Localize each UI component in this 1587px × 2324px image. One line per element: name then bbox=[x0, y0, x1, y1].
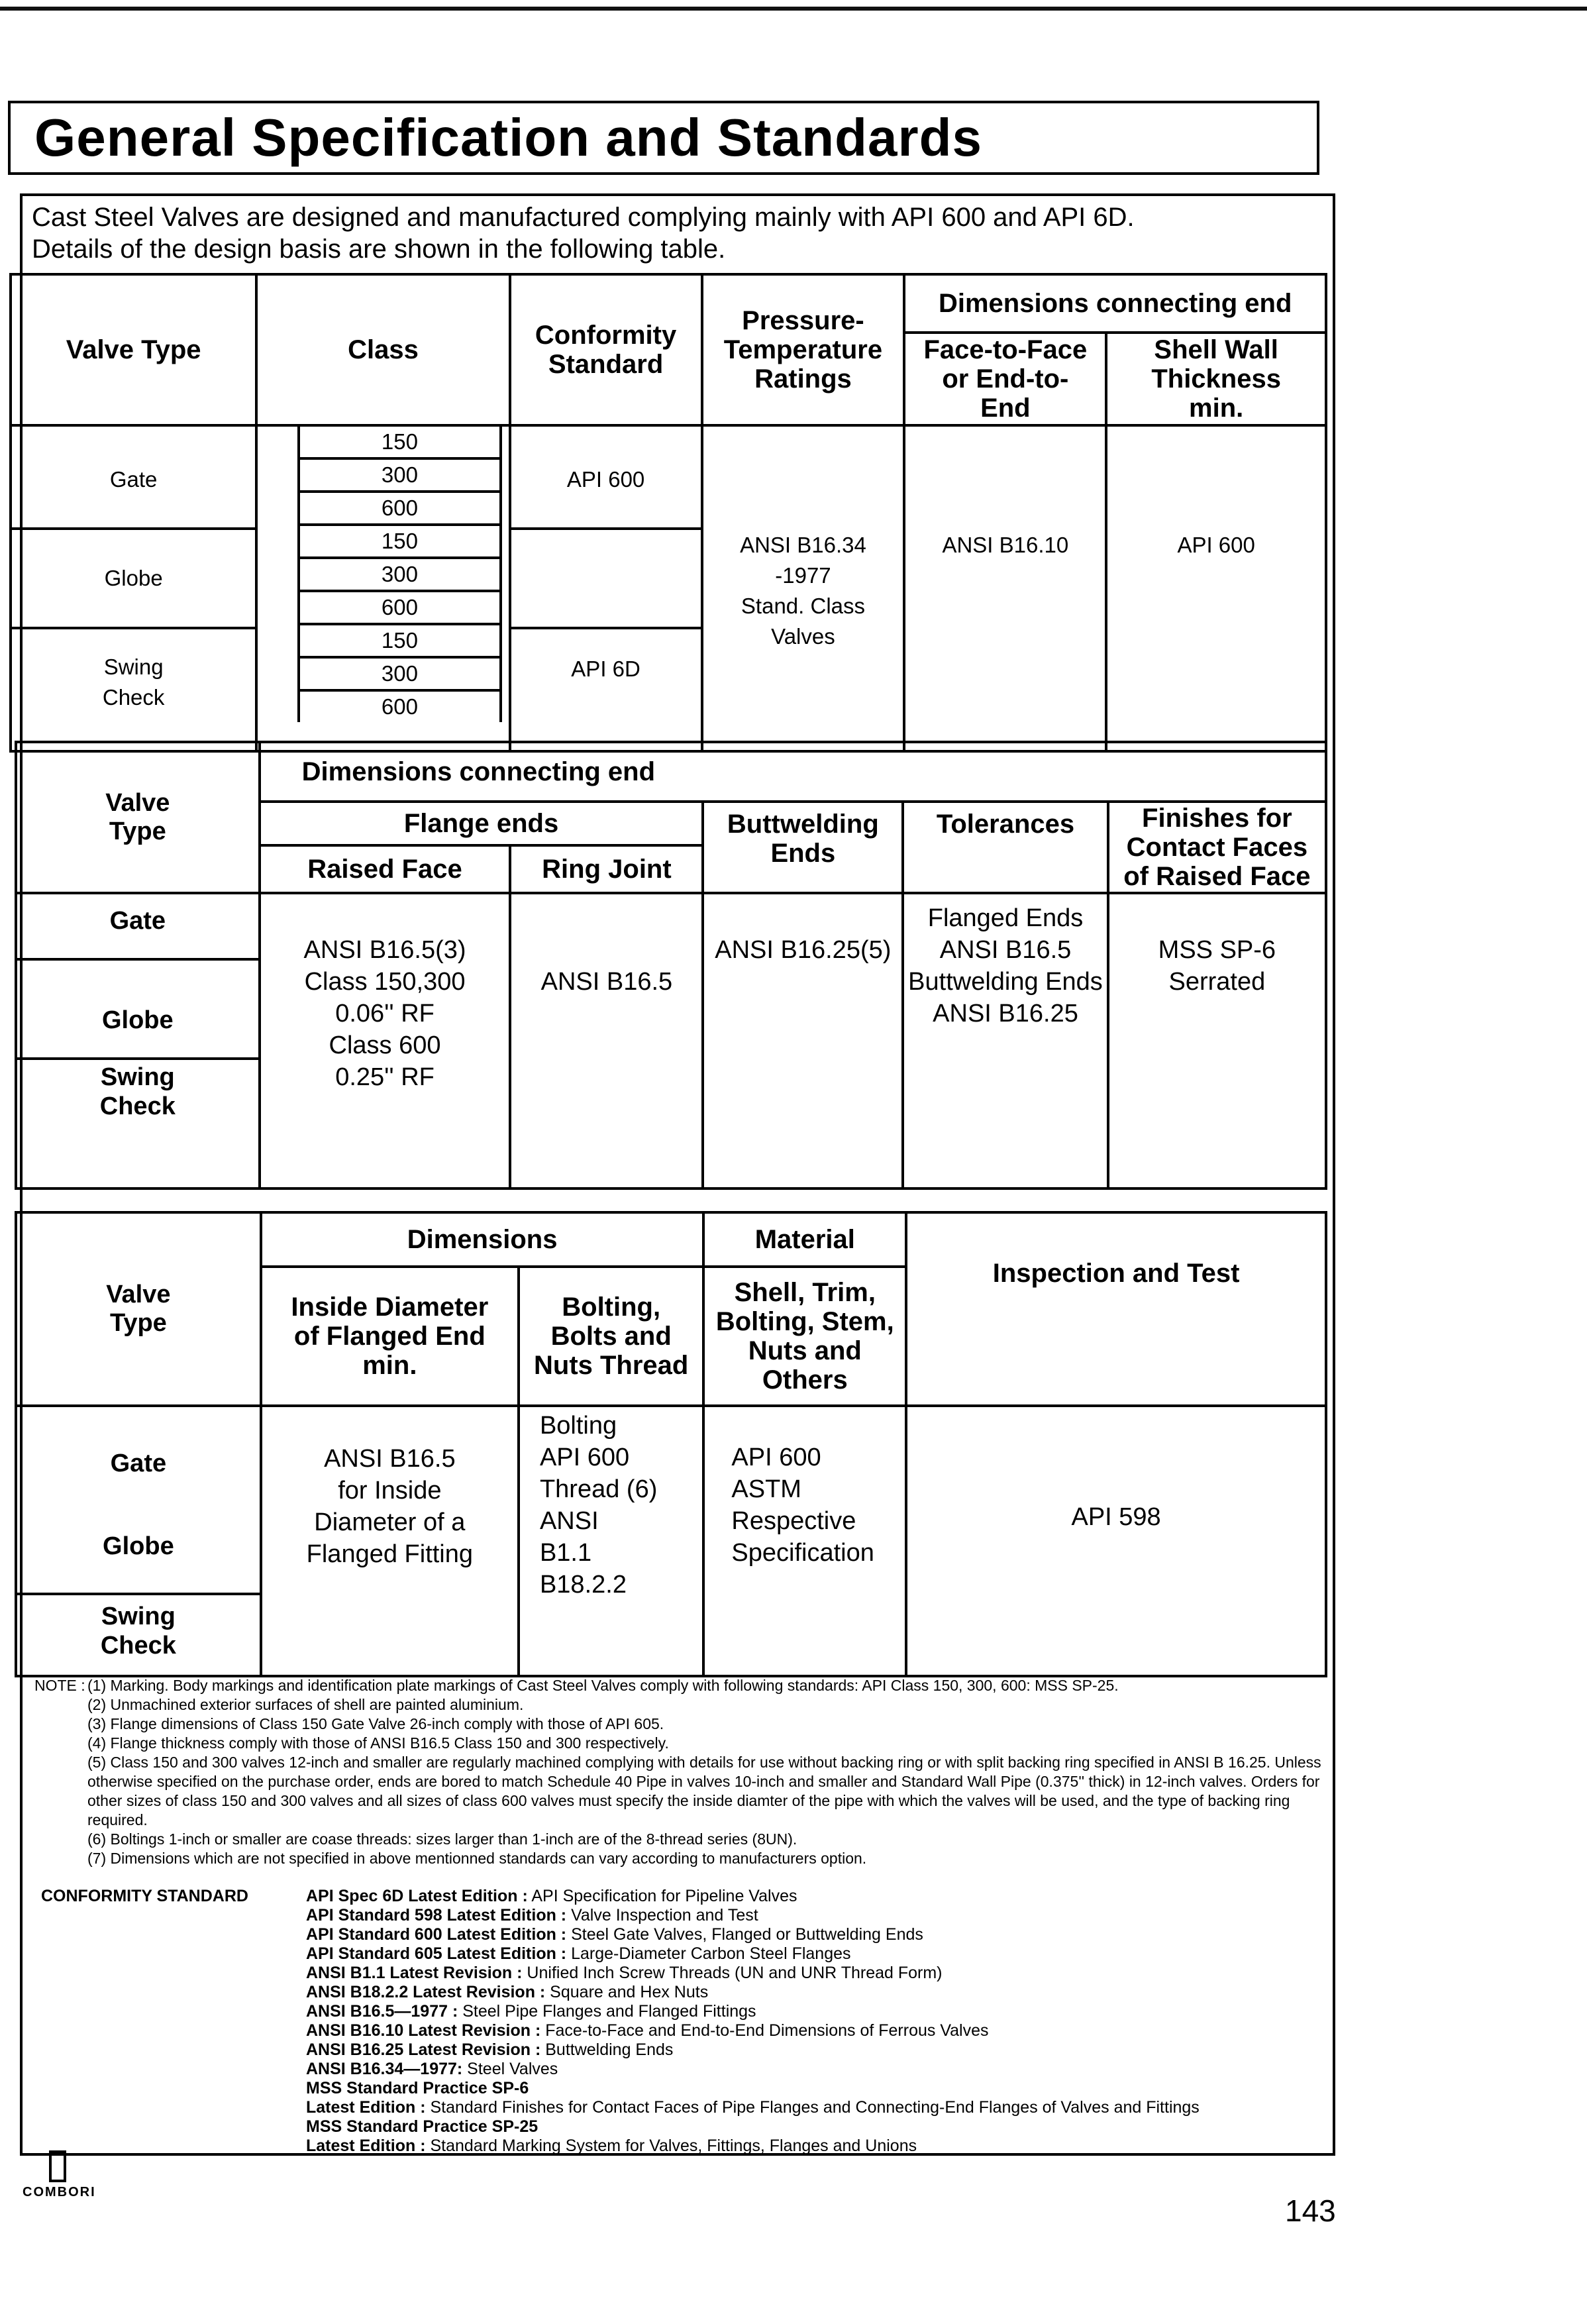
conformity-item-desc: Unified Inch Screw Threads (UN and UNR Thread Form) bbox=[522, 1964, 943, 1982]
t3-header-dims: Dimensions bbox=[261, 1212, 704, 1267]
page-number: 143 bbox=[1285, 2193, 1336, 2228]
t3-header-inspection: Inspection and Test bbox=[906, 1212, 1326, 1406]
conformity-item-title: ANSI B18.2.2 Latest Revision : bbox=[306, 1983, 546, 2001]
t1-class-col bbox=[256, 425, 509, 751]
conformity-item-title: ANSI B1.1 Latest Revision : bbox=[306, 1964, 523, 1982]
t2-tol-line: ANSI B16.5 bbox=[939, 936, 1072, 964]
t3-inside-line: Diameter of a bbox=[314, 1508, 466, 1536]
t2-finish-line: Serrated bbox=[1168, 968, 1266, 996]
note-item: (4) Flange thickness comply with those of ANSI B16.5 Class 150 and 300 respectively. bbox=[87, 1734, 669, 1752]
conformity-item bbox=[306, 1925, 1339, 1944]
conformity-item bbox=[306, 2002, 1339, 2021]
conformity-item-title: ANSI B16.34—1977: bbox=[306, 2060, 463, 2078]
t3-material-line: ASTM bbox=[731, 1475, 801, 1503]
conformity-item-desc: Square and Hex Nuts bbox=[545, 1983, 709, 2001]
conformity-item bbox=[306, 2040, 1339, 2060]
t2-valve-swing-wrap bbox=[17, 1060, 258, 1121]
t1-class-cell: 600 bbox=[300, 493, 499, 526]
note-item: (5) Class 150 and 300 valves 12-inch and smaller are regularly machined complying with details for use without backing ring or with split backing ring specified in ANSI B 16.25. Unless otherwise specified on the purchase order, ends are bored to match Schedule 40 Pipe in valves 10-inch and smaller and Standard Wall Pipe (0.375'' thick) in 12-inch valves. Orders for other sizes of class 150 and 300 valves and all sizes of class 600 valves must specify the inside diamter of the pipe with which the valves will be used, and the type of backing ring required. bbox=[87, 1754, 1321, 1828]
intro-line-2: Details of the design basis are shown in the following table. bbox=[32, 235, 726, 264]
t3-bolting-line: ANSI bbox=[539, 1507, 599, 1535]
conformity-item bbox=[306, 2079, 1339, 2098]
t1-valve-swing: Swing Check bbox=[102, 655, 165, 710]
t2-raised-line: ANSI B16.5(3) bbox=[303, 936, 466, 964]
t1-class-cell: 600 bbox=[300, 592, 499, 625]
t3-inside-cell bbox=[261, 1406, 519, 1676]
t2-header-dims: Dimensions connecting end bbox=[260, 742, 1326, 802]
conformity-item bbox=[306, 2060, 1339, 2079]
conformity-item-title: MSS Standard Practice SP-6 bbox=[306, 2079, 529, 2097]
t1-header-face: Face-to-Face or End-to-End bbox=[904, 333, 1106, 425]
note-row bbox=[34, 1849, 1333, 1868]
logo-mark-icon bbox=[49, 2150, 66, 2182]
spec-table-2 bbox=[15, 741, 1327, 1190]
conformity-item-desc: Steel Valves bbox=[462, 2060, 558, 2078]
note-item: (3) Flange dimensions of Class 150 Gate Valve 26-inch comply with those of API 605. bbox=[87, 1715, 664, 1732]
t3-header-inside: Inside Diameter of Flanged End min. bbox=[261, 1267, 519, 1406]
t1-valve-swing-wrap bbox=[12, 652, 255, 750]
note-indent bbox=[34, 1734, 87, 1753]
conformity-item-title: ANSI B16.5—1977 : bbox=[306, 2002, 458, 2021]
t1-class-cell: 300 bbox=[300, 659, 499, 692]
conformity-item-title: API Spec 6D Latest Edition : bbox=[306, 1887, 528, 1905]
t2-header-finish: Finishes for Contact Faces of Raised Face bbox=[1108, 802, 1326, 893]
t2-valve-col bbox=[16, 893, 260, 1188]
t2-raised-cell bbox=[260, 893, 511, 1188]
conformity-item-title: Latest Edition : bbox=[306, 2098, 426, 2117]
note-row bbox=[34, 1734, 1333, 1753]
intro-line-1: Cast Steel Valves are designed and manufactured complying mainly with API 600 and API 6D. bbox=[32, 203, 1135, 232]
t1-conformity-swing: API 6D bbox=[571, 657, 640, 681]
conformity-item-title: API Standard 598 Latest Edition : bbox=[306, 1906, 567, 1925]
t2-valve-check: Check bbox=[99, 1092, 176, 1120]
t1-pressure-line: Valves bbox=[771, 624, 835, 649]
t1-header-dims: Dimensions connecting end bbox=[904, 274, 1326, 333]
t3-bolting-cell bbox=[519, 1406, 703, 1676]
t2-header-ring: Ring Joint bbox=[510, 845, 703, 893]
conformity-item bbox=[306, 2021, 1339, 2040]
spec-table-1 bbox=[9, 273, 1327, 753]
t3-valve-col bbox=[16, 1406, 261, 1676]
t3-bolting-line: Bolting bbox=[539, 1412, 617, 1440]
t2-tol-line: Buttwelding Ends bbox=[908, 968, 1103, 996]
t1-class-cell: 300 bbox=[300, 559, 499, 592]
conformity-item bbox=[306, 1944, 1339, 1964]
note-indent bbox=[34, 1830, 87, 1849]
t1-header-pressure: Pressure-Temperature Ratings bbox=[702, 274, 905, 425]
note-indent bbox=[34, 1715, 87, 1734]
t2-raised-line: 0.25'' RF bbox=[335, 1063, 435, 1091]
t1-face-value: ANSI B16.10 bbox=[904, 425, 1106, 751]
t3-header-valve-type: Valve Type bbox=[16, 1212, 261, 1406]
note-row bbox=[34, 1695, 1333, 1715]
note-indent bbox=[34, 1849, 87, 1868]
t2-raised-line: Class 150,300 bbox=[304, 968, 466, 996]
t3-header-material: Material bbox=[703, 1212, 906, 1267]
conformity-item-title: MSS Standard Practice SP-25 bbox=[306, 2117, 538, 2136]
conformity-item-desc: Face-to-Face and End-to-End Dimensions of Ferrous Valves bbox=[540, 2021, 989, 2040]
conformity-item-title: ANSI B16.10 Latest Revision : bbox=[306, 2021, 541, 2040]
t3-inspection-value: API 598 bbox=[906, 1406, 1326, 1676]
t1-class-cell: 600 bbox=[381, 694, 418, 719]
conformity-item-desc: Standard Finishes for Contact Faces of Pipe Flanges and Connecting-End Flanges of Valves and Fittings bbox=[425, 2098, 1200, 2117]
t1-conformity-col bbox=[510, 425, 702, 751]
note-item: (7) Dimensions which are not specified in above mentionned standards can vary according to manufacturers option. bbox=[87, 1850, 867, 1867]
t2-finish-line: MSS SP-6 bbox=[1158, 936, 1276, 964]
note-item: (6) Boltings 1-inch or smaller are coase threads: sizes larger than 1-inch are of the 8-thread series (8UN). bbox=[87, 1830, 797, 1848]
t1-valve-gate: Gate bbox=[12, 427, 255, 530]
t2-ring-value: ANSI B16.5 bbox=[510, 893, 703, 1188]
conformity-item bbox=[306, 1964, 1339, 1983]
t2-tol-cell bbox=[903, 893, 1107, 1188]
t3-header-bolting: Bolting, Bolts and Nuts Thread bbox=[519, 1267, 703, 1406]
t3-bolting-line: B1.1 bbox=[539, 1539, 592, 1567]
notes-label: NOTE : bbox=[34, 1677, 85, 1694]
conformity-item-desc: Large-Diameter Carbon Steel Flanges bbox=[566, 1944, 851, 1963]
t3-inside-line: Flanged Fitting bbox=[306, 1540, 474, 1568]
t2-butt-value: ANSI B16.25(5) bbox=[703, 893, 903, 1188]
conformity-item-desc: Steel Pipe Flanges and Flanged Fittings bbox=[458, 2002, 756, 2021]
conformity-item bbox=[306, 2137, 1339, 2156]
t2-finish-cell bbox=[1108, 893, 1326, 1188]
t1-pressure-cell bbox=[702, 425, 905, 751]
t1-class-cell: 300 bbox=[300, 460, 499, 493]
t2-tol-line: ANSI B16.25 bbox=[933, 1000, 1078, 1028]
t3-valve-gate: Gate bbox=[110, 1450, 167, 1477]
title-box bbox=[8, 101, 1319, 175]
t3-valve-swing-wrap bbox=[17, 1595, 260, 1660]
spec-table-3 bbox=[15, 1211, 1327, 1677]
t2-header-valve-type: Valve Type bbox=[16, 742, 260, 893]
t3-inside-line: for Inside bbox=[338, 1477, 442, 1505]
t1-valve-col bbox=[11, 425, 256, 751]
t1-header-valve-type: Valve Type bbox=[11, 274, 256, 425]
conformity-item-desc: Buttwelding Ends bbox=[540, 2040, 674, 2059]
top-rule bbox=[0, 7, 1587, 11]
t3-header-shell: Shell, Trim, Bolting, Stem, Nuts and Others bbox=[703, 1267, 906, 1406]
conformity-item bbox=[306, 1906, 1339, 1925]
t3-bolting-line: Thread (6) bbox=[539, 1475, 658, 1503]
t1-valve-globe: Globe bbox=[12, 530, 255, 629]
t3-material-line: Respective bbox=[731, 1507, 856, 1535]
t1-conformity-globe bbox=[511, 530, 701, 629]
logo-text: COMBORI bbox=[23, 2185, 96, 2199]
conformity-list bbox=[306, 1887, 1339, 2156]
note-item: (1) Marking. Body markings and identification plate markings of Cast Steel Valves comply with following standards: API Class 150, 300, 600: MSS SP-25. bbox=[87, 1677, 1119, 1694]
t1-class-cell: 150 bbox=[300, 427, 499, 460]
t3-bolting-line: B18.2.2 bbox=[539, 1571, 627, 1599]
t1-class-cell: 150 bbox=[300, 625, 499, 659]
t2-tol-line: Flanged Ends bbox=[927, 904, 1084, 932]
t1-pressure-line: Stand. Class bbox=[741, 594, 865, 618]
t1-header-class: Class bbox=[256, 274, 509, 425]
t2-valve-swing: Swing bbox=[100, 1063, 175, 1091]
page-title: General Specification and Standards bbox=[34, 108, 982, 167]
note-indent bbox=[34, 1695, 87, 1715]
conformity-item-desc: API Specification for Pipeline Valves bbox=[527, 1887, 797, 1905]
t2-valve-gate: Gate bbox=[17, 894, 258, 961]
conformity-item bbox=[306, 2117, 1339, 2137]
t1-shell-value: API 600 bbox=[1106, 425, 1326, 751]
t1-pressure-line: ANSI B16.34 bbox=[740, 533, 866, 557]
notes-block bbox=[34, 1676, 1333, 1868]
note-row bbox=[34, 1753, 1333, 1830]
t2-raised-line: 0.06'' RF bbox=[335, 1000, 435, 1028]
intro-text bbox=[32, 201, 1135, 265]
combori-logo bbox=[23, 2185, 96, 2200]
t3-valve-swing: Swing bbox=[101, 1603, 176, 1630]
conformity-item bbox=[306, 1983, 1339, 2002]
conformity-item-title: Latest Edition : bbox=[306, 2137, 426, 2155]
t2-header-tol: Tolerances bbox=[903, 802, 1107, 893]
t3-material-line: API 600 bbox=[731, 1444, 821, 1471]
conformity-item-title: API Standard 600 Latest Edition : bbox=[306, 1925, 567, 1944]
t1-header-conformity: Conformity Standard bbox=[510, 274, 702, 425]
conformity-item bbox=[306, 1887, 1339, 1906]
conformity-item-desc: Valve Inspection and Test bbox=[566, 1906, 758, 1925]
t3-bolting-line: API 600 bbox=[539, 1444, 630, 1471]
note-row bbox=[34, 1715, 1333, 1734]
t1-header-shell: Shell Wall Thickness min. bbox=[1106, 333, 1326, 425]
note-row bbox=[34, 1830, 1333, 1849]
note-indent bbox=[34, 1753, 87, 1830]
t1-pressure-line: -1977 bbox=[775, 563, 831, 588]
note-item: (2) Unmachined exterior surfaces of shell are painted aluminium. bbox=[87, 1696, 524, 1713]
conformity-item bbox=[306, 2098, 1339, 2117]
t2-raised-line: Class 600 bbox=[329, 1031, 441, 1059]
conformity-item-title: API Standard 605 Latest Edition : bbox=[306, 1944, 567, 1963]
conformity-label: CONFORMITY STANDARD bbox=[41, 1887, 248, 1905]
conformity-item-title: ANSI B16.25 Latest Revision : bbox=[306, 2040, 541, 2059]
t1-conformity-gate: API 600 bbox=[511, 427, 701, 530]
t2-header-flange: Flange ends bbox=[260, 802, 703, 845]
t3-valve-check: Check bbox=[100, 1632, 176, 1660]
t3-material-line: Specification bbox=[731, 1539, 874, 1567]
t3-inside-line: ANSI B16.5 bbox=[324, 1445, 456, 1473]
conformity-item-desc: Steel Gate Valves, Flanged or Buttwelding Ends bbox=[566, 1925, 923, 1944]
t2-header-raised: Raised Face bbox=[260, 845, 511, 893]
t2-valve-globe: Globe bbox=[17, 961, 258, 1060]
t1-class-cell: 150 bbox=[300, 526, 499, 559]
conformity-item-desc: Standard Marking System for Valves, Fittings, Flanges and Unions bbox=[425, 2137, 917, 2155]
t3-material-cell bbox=[703, 1406, 906, 1676]
t1-class-list bbox=[297, 427, 501, 722]
t3-valve-globe: Globe bbox=[17, 1506, 260, 1595]
t2-header-butt: Buttwelding Ends bbox=[703, 802, 903, 893]
note-row bbox=[34, 1676, 1333, 1695]
